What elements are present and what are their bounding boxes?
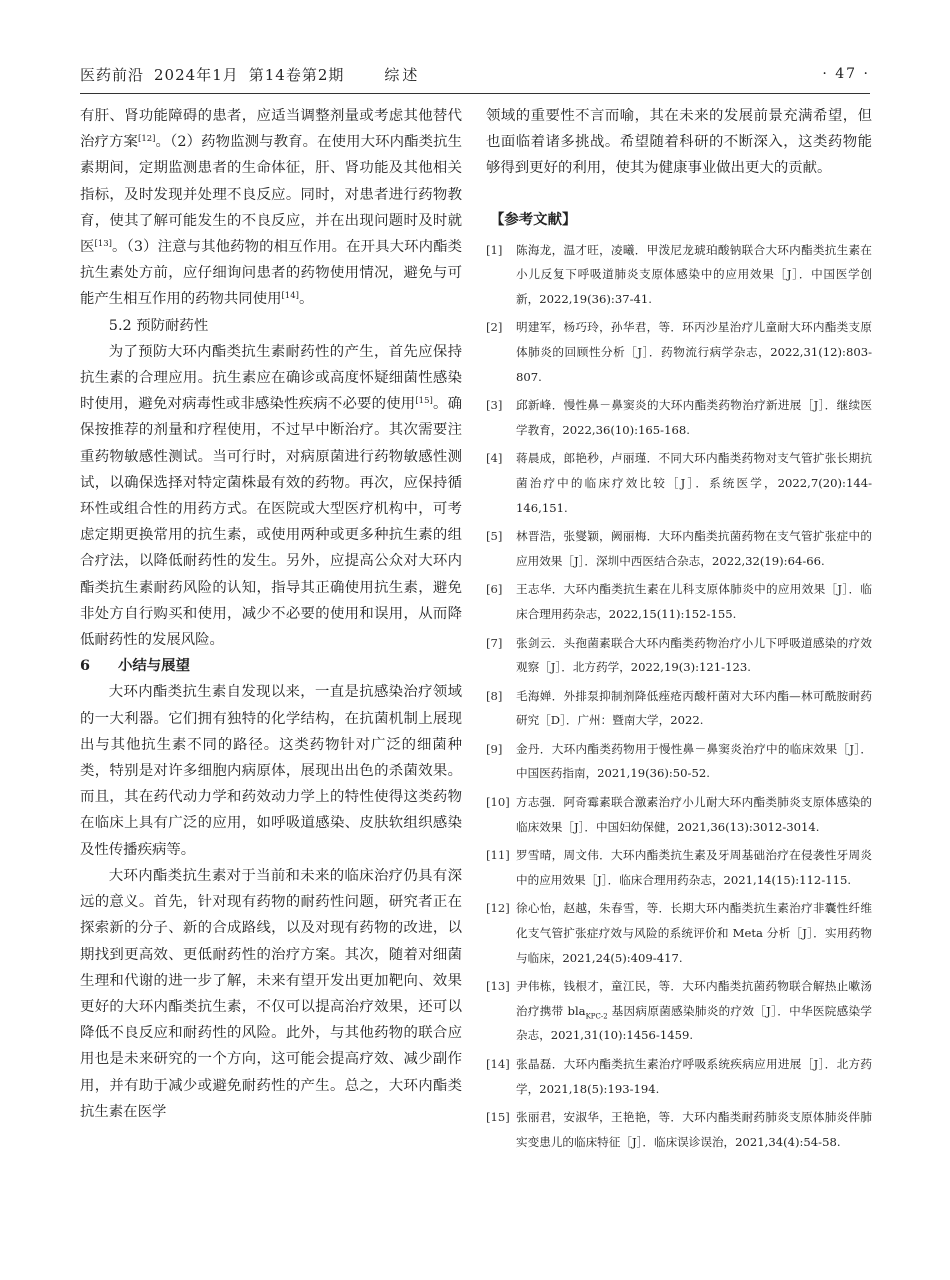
reference-number: [13] [486,979,510,994]
reference-item [486,737,872,786]
reference-item [486,393,872,442]
reference-item [486,524,872,573]
reference-text: 金丹．大环内酯类药物用于慢性鼻－鼻窦炎治疗中的临床效果［J］．中国医药指南，2021,19(36):50-52. [516,741,872,781]
citation[interactable]: [13] [94,239,112,250]
citation[interactable]: [12] [138,134,156,145]
issue-date: 2024年1月 [154,65,239,84]
paragraph-conclusion: 领域的重要性不言而喻，其在未来的发展前景充满希望，但也面临着诸多挑战。希望随着科研的不断深入，这类药物能够得到更好的利用，使其为健康事业做出更大的贡献。 [486,108,872,177]
reference-number: [14] [486,1057,510,1072]
journal-name: 医药前沿 [80,65,145,84]
reference-item [486,1052,872,1101]
reference-item [486,843,872,892]
reference-item [486,1105,872,1154]
reference-number: [2] [486,320,503,335]
header-left [80,64,430,85]
running-header [80,60,870,88]
reference-number: [3] [486,398,503,413]
reference-number: [12] [486,901,510,916]
reference-item [486,631,872,680]
reference-item [486,577,872,626]
reference-item [486,974,872,1048]
reference-number: [6] [486,582,503,597]
volume-issue: 第14卷第2期 [248,65,345,84]
reference-number: [10] [486,795,510,810]
reference-item [486,238,872,312]
left-column [80,103,462,1125]
reference-text: 林晋浩，张燮颖，阙丽梅．大环内酯类抗菌药物在支气管扩张症中的应用效果［J］．深圳中西医结合杂志，2022,32(19):64-66. [516,529,872,568]
reference-text: 张丽君，安淑华，王艳艳，等．大环内酯类耐药肺炎支原体肺炎伴肺实变患儿的临床特征［J］．临床误诊误治，2021,34(4):54-58. [516,1110,872,1149]
reference-text: 陈海龙，温才旺，凌曦．甲泼尼龙琥珀酸钠联合大环内酯类抗生素在小儿反复下呼吸道肺炎支原体感染中的应用效果［J］．中国医学创新，2022,19(36):37-41. [516,242,872,306]
page-number: · 47 · [822,66,870,82]
subsection-heading: 5.2 预防耐药性 [108,317,209,334]
header-rule [80,93,870,94]
reference-text: 徐心怡，赵越，朱春雪，等．长期大环内酯类抗生素治疗非囊性纤维化支气管扩张症疗效与风险的系统评价和 Meta 分析［J］．实用药物与临床，2021,24(5):409-417. [516,901,872,965]
citation[interactable]: [14] [281,291,299,302]
reference-text: 尹伟栋，钱根才，童江民，等．大环内酯类抗菌药物联合解热止嗽汤治疗携带 bla$_{KPC-2}$ 基因病原菌感染肺炎的疗效［J］．中华医院感染学杂志，2021,31(10):1456-1459. [516,979,872,1043]
references-heading: 【参考文献】 [490,210,577,228]
reference-text: 张剑云．头孢菌素联合大环内酯类药物治疗小儿下呼吸道感染的疗效观察［J］．北方药学，2022,19(3):121-123. [516,635,872,675]
paragraph-outlook: 大环内酯类抗生素对于当前和未来的临床治疗仍具有深远的意义。首先，针对现有药物的耐药性问题，研究者正在探索新的分子、新的合成路线，以及对现有药物的改进，以期找到更高效、更低耐药性的治疗方案。其次，随着对细菌生理和代谢的进一步了解，未来有望开发出更加靶向、效果更好的大环内酯类抗生素，不仅可以提高治疗效果，还可以降低不良反应和耐药性的风险。此外，与其他药物的联合应用也是未来研究的一个方向，这可能会提高疗效、减少副作用，并有助于减少或避免耐药性的产生。总之，大环内酯类抗生素在医学 [80,867,462,1120]
reference-text: 张晶磊．大环内酯类抗生素治疗呼吸系统疾病应用进展［J］．北方药学，2021,18(5):193-194. [516,1057,872,1096]
reference-item [486,896,872,970]
reference-item [486,684,872,733]
reference-text: 方志强．阿奇霉素联合激素治疗小儿耐大环内酯类肺炎支原体感染的临床效果［J］．中国妇幼保健，2021,36(13):3012-3014. [516,795,872,834]
reference-number: [4] [486,451,503,466]
reference-list [486,238,872,1155]
reference-text: 邱新峰．慢性鼻－鼻窦炎的大环内酯类药物治疗新进展［J］．继续医学教育，2022,36(10):165-168. [516,398,872,437]
section-label: 综述 [384,65,421,84]
paragraph-resistance: 为了预防大环内酯类抗生素耐药性的产生，首先应保持抗生素的合理应用。抗生素应在确诊或高度怀疑细菌性感染时使用，避免对病毒性或非感染性疾病不必要的使用[15]。确保按推荐的剂量和疗程使用，不过早中断治疗。其次需要注重药物敏感性测试。当可行时，对病原菌进行药物敏感性测试，以确保选择对特定菌株最有效的药物。再次，应保持循环性或组合性的用药方式。在医院或大型医疗机构中，可考虑定期更换常用的抗生素，或使用两种或更多种抗生素的组合疗法，以降低耐药性的发生。另外，应提高公众对大环内酯类抗生素耐药风险的认知，指导其正确使用抗生素，避免非处方自行购买和使用，减少不必要的使用和误用，从而降低耐药性的发展风险。 [80,343,462,649]
reference-text: 王志华．大环内酯类抗生素在儿科支原体肺炎中的应用效果［J］．临床合理用药杂志，2022,15(11):152-155. [516,582,872,621]
reference-number: [15] [486,1110,510,1125]
reference-item [486,446,872,520]
section-number: 6 [80,657,91,675]
reference-item [486,315,872,389]
section-title: 小结与展望 [118,657,190,675]
reference-number: [7] [486,635,503,650]
reference-number: [8] [486,688,503,703]
reference-text: 罗雪晴，周文伟．大环内酯类抗生素及牙周基础治疗在侵袭性牙周炎中的应用效果［J］．临床合理用药杂志，2021,14(15):112-115. [516,848,872,887]
reference-number: [1] [486,242,503,257]
reference-number: [5] [486,529,503,544]
reference-text: 毛海婵．外排泵抑制剂降低痤疮丙酸杆菌对大环内酯—林可酰胺耐药研究［D］．广州：暨南大学，2022. [516,688,872,728]
citation[interactable]: [15] [415,396,433,407]
paragraph-safety: 有肝、肾功能障碍的患者，应适当调整剂量或考虑其他替代治疗方案[12]。（2）药物监测与教育。在使用大环内酯类抗生素期间，定期监测患者的生命体征，肝、肾功能及其他相关指标，及时发现并处理不良反应。同时，对患者进行药物教育，使其了解可能发生的不良反应，并在出现问题时及时就医[13]。（3）注意与其他药物的相互作用。在开具大环内酯类抗生素处方前，应仔细询问患者的药物使用情况，避免与可能产生相互作用的药物共同使用[14]。 [80,108,462,308]
paragraph-summary: 大环内酯类抗生素自发现以来，一直是抗感染治疗领域的一大利器。它们拥有独特的化学结构，在抗菌机制上展现出与其他抗生素不同的路径。这类药物针对广泛的细菌种类，特别是对许多细胞内病原体，展现出出色的杀菌效果。而且，其在药代动力学和药效动力学上的特性使得这类药物在临床上具有广泛的应用，如呼吸道感染、皮肤软组织感染及性传播疾病等。 [80,684,462,858]
reference-text: 蒋晨成，郎艳秒，卢丽瑾．不同大环内酯类药物对支气管扩张长期抗菌治疗中的临床疗效比较［J］．系统医学，2022,7(20):144-146,151. [516,451,872,515]
right-column [486,103,872,1158]
section-heading [80,653,462,679]
reference-text: 明建军，杨巧玲，孙华君，等．环丙沙星治疗儿童耐大环内酯类支原体肺炎的回顾性分析［J］．药物流行病学杂志，2022,31(12):803-807. [516,320,872,384]
reference-number: [11] [486,848,510,863]
reference-item [486,790,872,839]
reference-number: [9] [486,741,503,756]
